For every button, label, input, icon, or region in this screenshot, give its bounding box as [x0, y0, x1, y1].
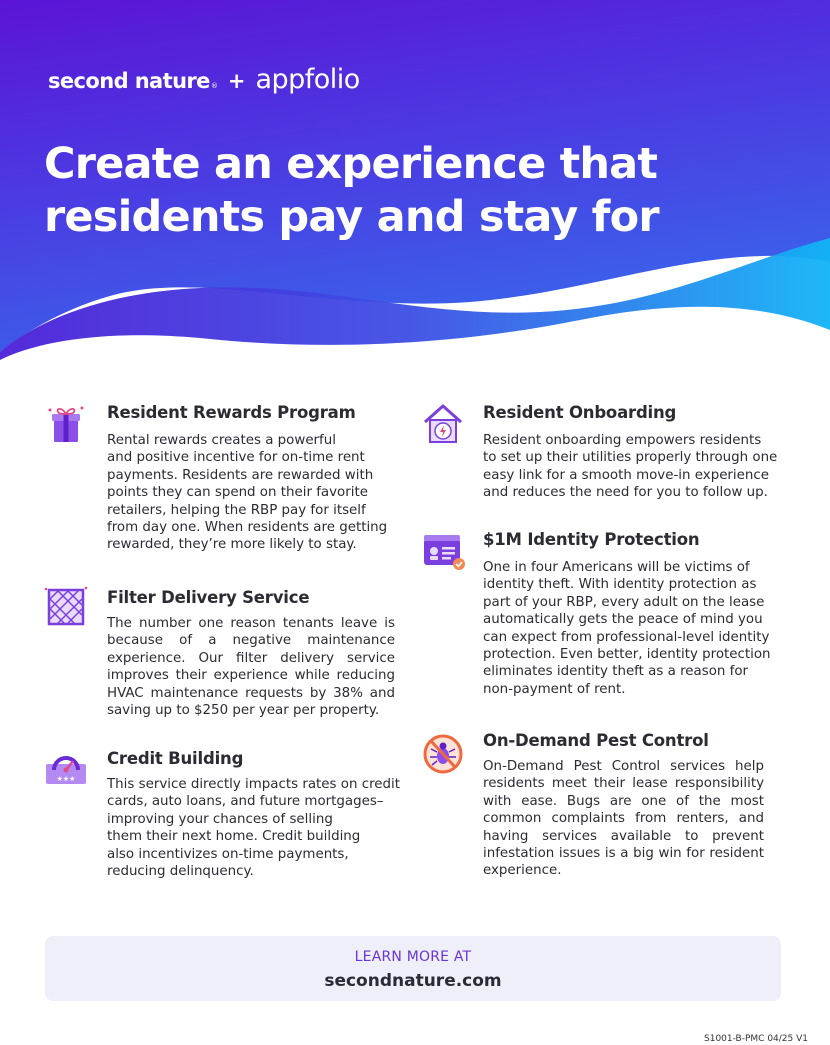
svg-text:★★★: ★★★: [56, 775, 76, 783]
feature-title: Credit Building: [107, 749, 244, 768]
air-filter-icon: [44, 585, 88, 629]
no-bugs-icon: [421, 730, 465, 774]
second-nature-logo: second nature: [48, 69, 210, 93]
feature-title: On-Demand Pest Control: [483, 731, 709, 750]
feature-identity-protection: [421, 529, 801, 704]
feature-description: On-Demand Pest Control services help residents meet their lease responsibility with ease. Bugs are one of the most common complaints from renters, and having services available to prevent infestation issues is a big win for resident experience.: [483, 759, 764, 879]
brand-logos: [48, 64, 360, 95]
brand-plus: +: [227, 69, 246, 93]
id-card-check-icon: [421, 529, 465, 573]
hero-banner: [0, 0, 830, 370]
feature-description: One in four Americans will be victims of identity theft. With identity protection as part of your RBP, every adult on the lease automatically gets the peace of mind you can expect from professional-level identity protection. Even better, identity protection eliminates identity theft as a reason for non-payment of rent.: [483, 560, 771, 697]
learn-more-label: LEARN MORE AT: [354, 949, 472, 965]
feature-resident-rewards: [44, 402, 414, 562]
feature-credit-building: [44, 748, 414, 883]
house-utilities-icon: [421, 402, 465, 446]
learn-more-link[interactable]: secondnature.com: [324, 971, 502, 991]
feature-title: Filter Delivery Service: [107, 588, 310, 607]
feature-description: The number one reason tenants leave is because of a negative maintenance experience. Our filter delivery service improves their experience while reducing HVAC maintenance requests by 38% and saving up to $250 per year per property.: [107, 616, 395, 719]
credit-gauge-icon: [44, 748, 88, 792]
feature-description: Resident onboarding empowers residents to set up their utilities properly through one easy link for a smooth move-in experience and reduces the need for you to follow up.: [483, 433, 778, 501]
feature-description: Rental rewards creates a powerful and positive incentive for on-time rent payments. Residents are rewarded with points they can spend on their favorite retailers, helping the RBP pay for itself from day one. When residents are getting rewarded, they’re more likely to stay.: [107, 433, 388, 553]
appfolio-logo: appfolio: [255, 64, 360, 95]
feature-title: Resident Onboarding: [483, 403, 677, 422]
page-title-line-1: Create an experience that: [44, 139, 658, 189]
document-code: S1001-B-PMC 04/25 V1: [704, 1034, 808, 1044]
feature-pest-control: [421, 730, 801, 885]
page-title-line-2: residents pay and stay for: [44, 192, 659, 242]
feature-title: Resident Rewards Program: [107, 403, 356, 422]
registered-mark: ®: [210, 82, 218, 90]
page-title: [44, 138, 804, 244]
gift-icon: [44, 402, 88, 446]
learn-more-banner: [45, 936, 781, 1001]
feature-filter-delivery: [44, 585, 414, 740]
feature-title: $1M Identity Protection: [483, 530, 700, 549]
feature-description: This service directly impacts rates on credit cards, auto loans, and future mortgages– improving your chances of selling them their next home. Credit building also incentivizes on-time payments, reducing delinquency.: [107, 777, 400, 880]
feature-resident-onboarding: [421, 402, 801, 512]
